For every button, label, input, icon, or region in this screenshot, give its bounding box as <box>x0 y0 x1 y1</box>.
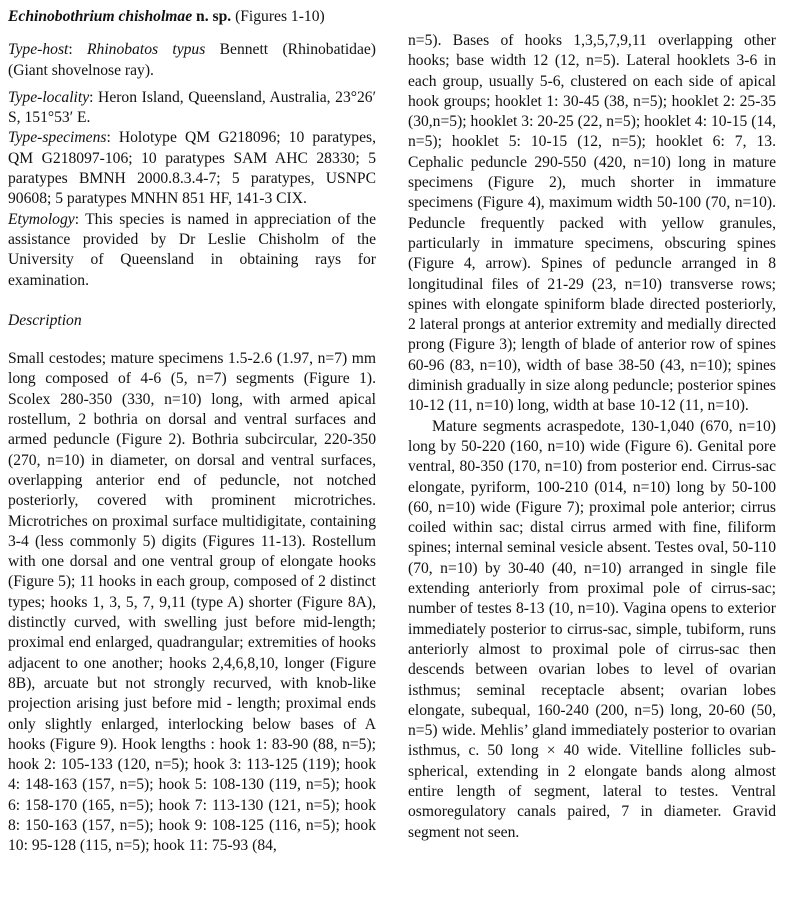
type-host-text: Bennett (Rhinobatidae) (Giant shovelnose ray). <box>8 41 377 79</box>
description-paragraph-1-right: n=5). Bases of hooks 1,3,5,7,9,11 overlapping other hooks; base width 12 (12, n=5). Lateral hooklets 3-6 in each group, usually 5-6, clustered on each side of apical hook groups; hooklet 1: 30-45 (38, n=5); hooklet 2: 25-35 (30,n=5); hooklet 3: 20-25 (22, n=5); hooklet 4: 10-15 (14, n=5); hooklet 5: 10-15 (12, n=5); hooklet 6: 7, 13. Cephalic peduncle 290-550 (420, n=10) long in mature specimens (Figure 2), much shorter in immature specimens (Figure 4), maximum width 50-100 (70, n=10). Peduncle frequently packed with yellow granules, particularly in immature specimens, obscuring spines (Figure 4, arrow). Spines of peduncle arranged in 8 longitudinal files of 21-29 (23, n=10) transverse rows; spines with elongate spiniform blade directed posteriorly, 2 lateral prongs at anterior extremity and medially directed prong (Figure 3); length of blade of anterior row of spines 60-96 (83, n=10), width of base 38-50 (43, n=10); spines diminish gradually in size along peduncle; posterior spines 10-12 (11, n=10) long, width at base 10-12 (11, n=10). <box>408 32 776 415</box>
description-heading: Description <box>8 311 82 329</box>
description-paragraph-2: Mature segments acraspedote, 130-1,040 (670, n=10) long by 50-220 (160, n=10) wide (Figure 6). Genital pore ventral, 80-350 (170, n=10) from posterior end. Cirrus-sac elongate, pyriform, 100-210 (014, n=10) long by 50-100 (60, n=10) wide (Figure 7); proximal pole anterior; cirrus coiled within sac; distal cirrus armed with fine, filiform spines; internal seminal vesicle absent. Testes oval, 50-110 (70, n=10) by 30-40 (40, n=10) arranged in single file extending anteriorly from proximal pole of cirrus-sac; number of testes 8-13 (10, n=10). Vagina opens to exterior immediately posterior to cirrus-sac, simple, tubiform, runs anteriorly almost to proximal pole of cirrus-sac then descends between ovarian lobes to level of ovarian isthmus; seminal receptacle absent; ovarian lobes elongate, subequal, 160-240 (200, n=5) long, 20-60 (50, n=5) wide. Mehlis’ gland immediately posterior to ovarian isthmus, c. 50 long × 40 wide. Vitelline follicles sub-spherical, extending in 2 elongate bands along almost entire length of segment, lateral to testes. Ventral osmoregulatory canals paired, 7 in diameter. Gravid segment not seen. <box>408 417 776 841</box>
type-host: Type-host: Rhinobatos typus Bennett (Rhinobatidae) (Giant shovelnose ray). <box>8 41 377 79</box>
species-name: Echinobothrium chisholmae <box>8 8 193 25</box>
type-locality <box>8 88 376 129</box>
right-column <box>408 31 776 843</box>
type-locality-text: : Heron Island, Queensland, Australia, 23°26′ S, 151°53′ E. <box>8 88 376 127</box>
etymology <box>8 210 376 291</box>
type-host-label: Type-host <box>8 41 69 59</box>
etymology-text: : This species is named in appreciation of the assistance provided by Dr Leslie Chisholm of the University of Queensland in obtaining rays for examination. <box>8 210 376 289</box>
type-specimens-label: Type-specimens <box>8 129 107 147</box>
type-specimens-text: : Holotype QM G218096; 10 paratypes, QM G218097-106; 10 paratypes SAM AHC 28330; 5 paratypes BMNH 2000.8.3.4-7; 5 paratypes, USNPC 90608; 5 paratypes MNHN 851 HF, 141-3 CIX. <box>8 129 376 208</box>
species-status: n. sp. <box>196 8 232 25</box>
left-column <box>8 0 376 857</box>
description-paragraph-1-left: Small cestodes; mature specimens 1.5-2.6 (1.97, n=7) mm long composed of 4-6 (5, n=7) segments (Figure 1). Scolex 280-350 (330, n=10) long, with armed apical rostellum, 2 bothria on dorsal and ventral surfaces and armed peduncle (Figure 2). Bothria subcircular, 220-350 (270, n=10) in diameter, on dorsal and ventral surfaces, overlapping anterior end of peduncle, not notched posteriorly, covered with prominent microtriches. Microtriches on proximal surface multidigitate, containing 3-4 (less commonly 5) digits (Figures 11-13). Rostellum with one dorsal and one ventral group of elongate hooks (Figure 5); 11 hooks in each group, composed of 2 distinct types; hooks 1, 3, 5, 7, 9,11 (type A) shorter (Figure 8A), distinctly curved, with swelling just before mid-length; proximal end enlarged, quadrangular; extremities of hooks adjacent to one another; hooks 2,4,6,8,10, longer (Figure 8B), arcuate but not strongly recurved, with knob-like projection arising just before mid - length; proximal ends only slightly enlarged, interlocking below bases of A hooks (Figure 9). Hook lengths : hook 1: 83-90 (88, n=5); hook 2: 105-133 (120, n=5); hook 3: 113-125 (119); hook 4: 148-163 (157, n=5); hook 5: 108-130 (119, n=5); hook 6: 158-170 (165, n=5); hook 7: 113-130 (121, n=5); hook 8: 150-163 (157, n=5); hook 9: 108-125 (116, n=5); hook 10: 95-128 (115, n=5); hook 11: 75-93 (84, <box>8 350 376 855</box>
species-figures: (Figures 1-10) <box>235 8 325 25</box>
species-title <box>8 7 376 27</box>
etymology-label: Etymology <box>8 210 75 228</box>
type-host-name: Rhinobatos typus <box>87 41 206 59</box>
type-locality-label: Type-locality <box>8 88 90 106</box>
type-specimens <box>8 128 376 209</box>
